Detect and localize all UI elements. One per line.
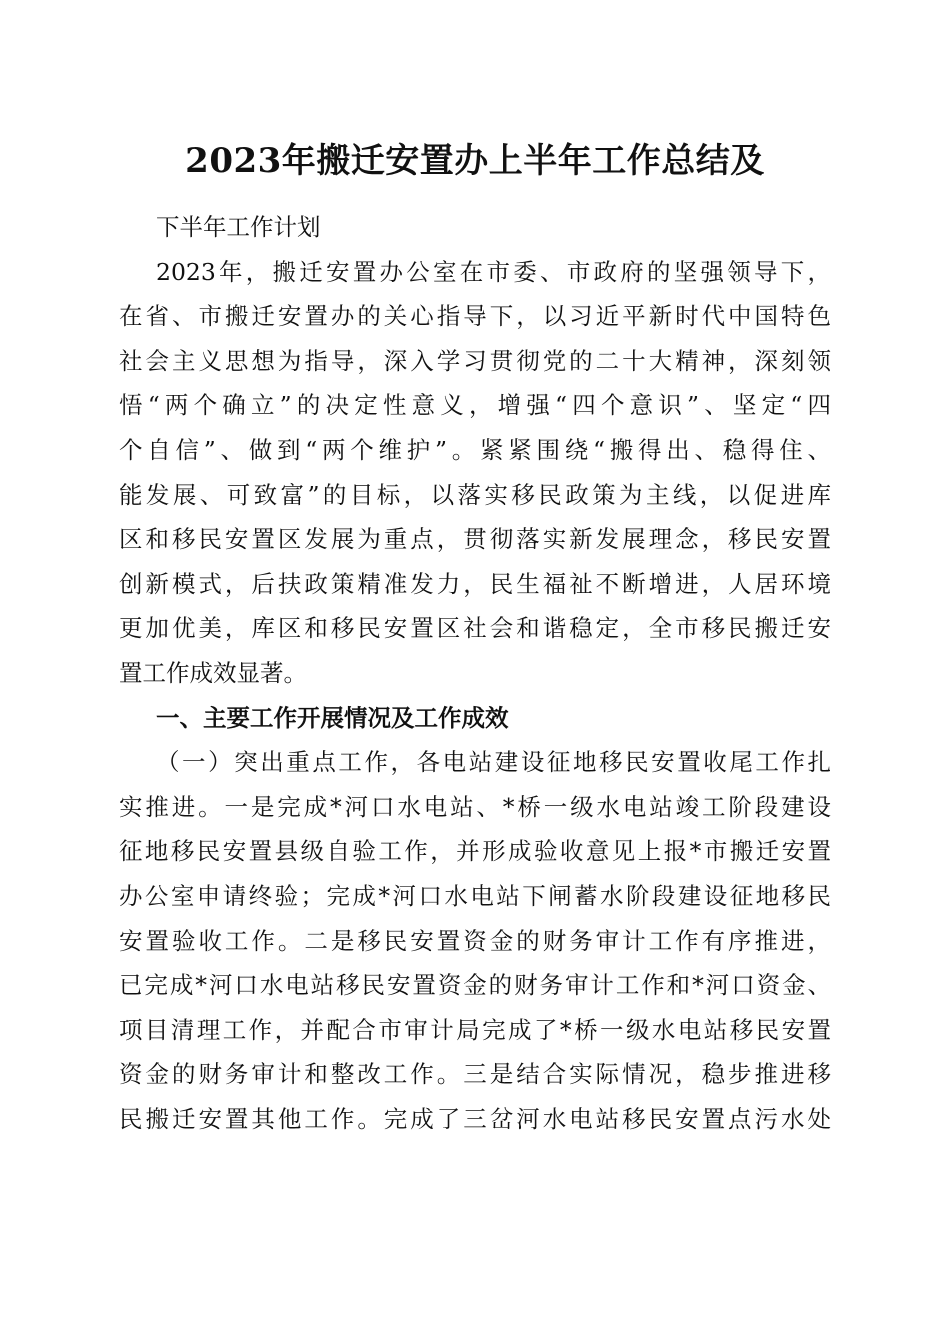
intro-line: 创新模式，后扶政策精准发力，民生福祉不断增进，人居环境 bbox=[119, 569, 831, 598]
intro-line: 2023年，搬迁安置办公室在市委、市政府的坚强领导下， bbox=[156, 257, 831, 286]
intro-line: 社会主义思想为指导，深入学习贯彻党的二十大精神，深刻领 bbox=[119, 346, 831, 375]
section-heading: 一、主要工作开展情况及工作成效 bbox=[156, 703, 509, 732]
intro-line: 个自信”、做到“两个维护”。紧紧围绕“搬得出、稳得住、 bbox=[119, 435, 831, 464]
document-title: 2023年搬迁安置办上半年工作总结及 bbox=[185, 141, 765, 181]
section1-line: 民搬迁安置其他工作。完成了三岔河水电站移民安置点污水处 bbox=[119, 1104, 831, 1133]
intro-line: 悟“两个确立”的决定性意义，增强“四个意识”、坚定“四 bbox=[119, 391, 831, 420]
intro-line: 置工作成效显著。 bbox=[119, 658, 307, 687]
section1-line: 办公室申请终验；完成*河口水电站下闸蓄水阶段建设征地移民 bbox=[119, 881, 831, 910]
section1-line: 项目清理工作，并配合市审计局完成了*桥一级水电站移民安置 bbox=[119, 1015, 831, 1044]
section1-line: （一）突出重点工作，各电站建设征地移民安置收尾工作扎 bbox=[156, 748, 831, 777]
section1-line: 安置验收工作。二是移民安置资金的财务审计工作有序推进， bbox=[119, 926, 831, 955]
document-subtitle: 下半年工作计划 bbox=[156, 213, 321, 241]
intro-line: 在省、市搬迁安置办的关心指导下，以习近平新时代中国特色 bbox=[119, 302, 831, 331]
intro-line: 能发展、可致富”的目标，以落实移民政策为主线，以促进库 bbox=[119, 480, 831, 509]
section1-line: 资金的财务审计和整改工作。三是结合实际情况，稳步推进移 bbox=[119, 1060, 831, 1089]
section1-line: 已完成*河口水电站移民安置资金的财务审计工作和*河口资金、 bbox=[119, 971, 831, 1000]
section1-line: 征地移民安置县级自验工作，并形成验收意见上报*市搬迁安置 bbox=[119, 837, 831, 866]
document-body bbox=[119, 205, 831, 1141]
section1-paragraph bbox=[119, 740, 831, 1141]
intro-line: 更加优美，库区和移民安置区社会和谐稳定，全市移民搬迁安 bbox=[119, 614, 831, 643]
intro-paragraph bbox=[119, 250, 831, 696]
intro-line: 区和移民安置区发展为重点，贯彻落实新发展理念，移民安置 bbox=[119, 525, 831, 554]
section1-line: 实推进。一是完成*河口水电站、*桥一级水电站竣工阶段建设 bbox=[119, 792, 831, 821]
